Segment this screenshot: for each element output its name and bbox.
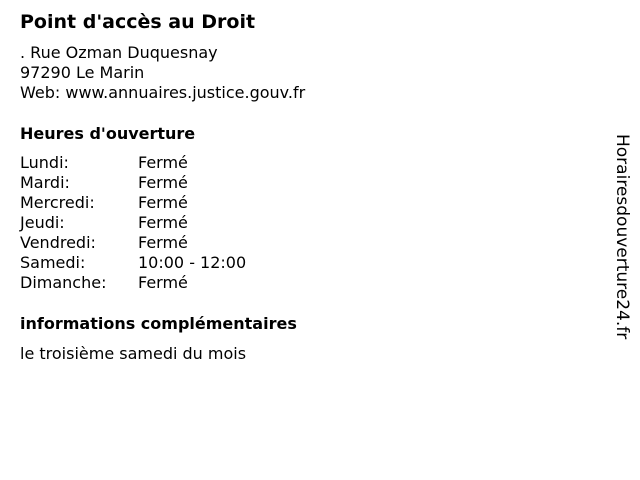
hours-row-friday: [20, 233, 320, 253]
website-link[interactable]: Web: www.annuaires.justice.gouv.fr: [20, 83, 306, 102]
day-hours: 10:00 - 12:00: [138, 253, 247, 272]
day-hours: Fermé: [138, 213, 188, 232]
day-label: Lundi:: [20, 153, 69, 172]
day-hours: Fermé: [138, 153, 188, 172]
hours-row-saturday: [20, 253, 320, 273]
opening-hours-heading: Heures d'ouverture: [20, 124, 196, 143]
day-hours: Fermé: [138, 173, 188, 192]
additional-info-heading: informations complémentaires: [20, 314, 297, 333]
additional-info-text: le troisième samedi du mois: [20, 344, 247, 363]
day-label: Vendredi:: [20, 233, 96, 252]
day-hours: Fermé: [138, 273, 188, 292]
day-label: Jeudi:: [20, 213, 65, 232]
page-title: Point d'accès au Droit: [20, 11, 256, 33]
day-hours: Fermé: [138, 193, 188, 212]
hours-row-wednesday: [20, 193, 320, 213]
watermark-text: Horairesdouverture24.fr: [612, 134, 632, 340]
street-address: . Rue Ozman Duquesnay: [20, 43, 218, 62]
hours-row-monday: [20, 153, 320, 173]
opening-hours-table: [20, 153, 320, 293]
day-label: Mercredi:: [20, 193, 95, 212]
day-label: Samedi:: [20, 253, 86, 272]
city-address: 97290 Le Marin: [20, 63, 145, 82]
day-label: Dimanche:: [20, 273, 107, 292]
hours-row-thursday: [20, 213, 320, 233]
hours-row-sunday: [20, 273, 320, 293]
day-hours: Fermé: [138, 233, 188, 252]
day-label: Mardi:: [20, 173, 70, 192]
hours-row-tuesday: [20, 173, 320, 193]
address-block: [20, 43, 305, 103]
site-watermark: [612, 134, 634, 344]
